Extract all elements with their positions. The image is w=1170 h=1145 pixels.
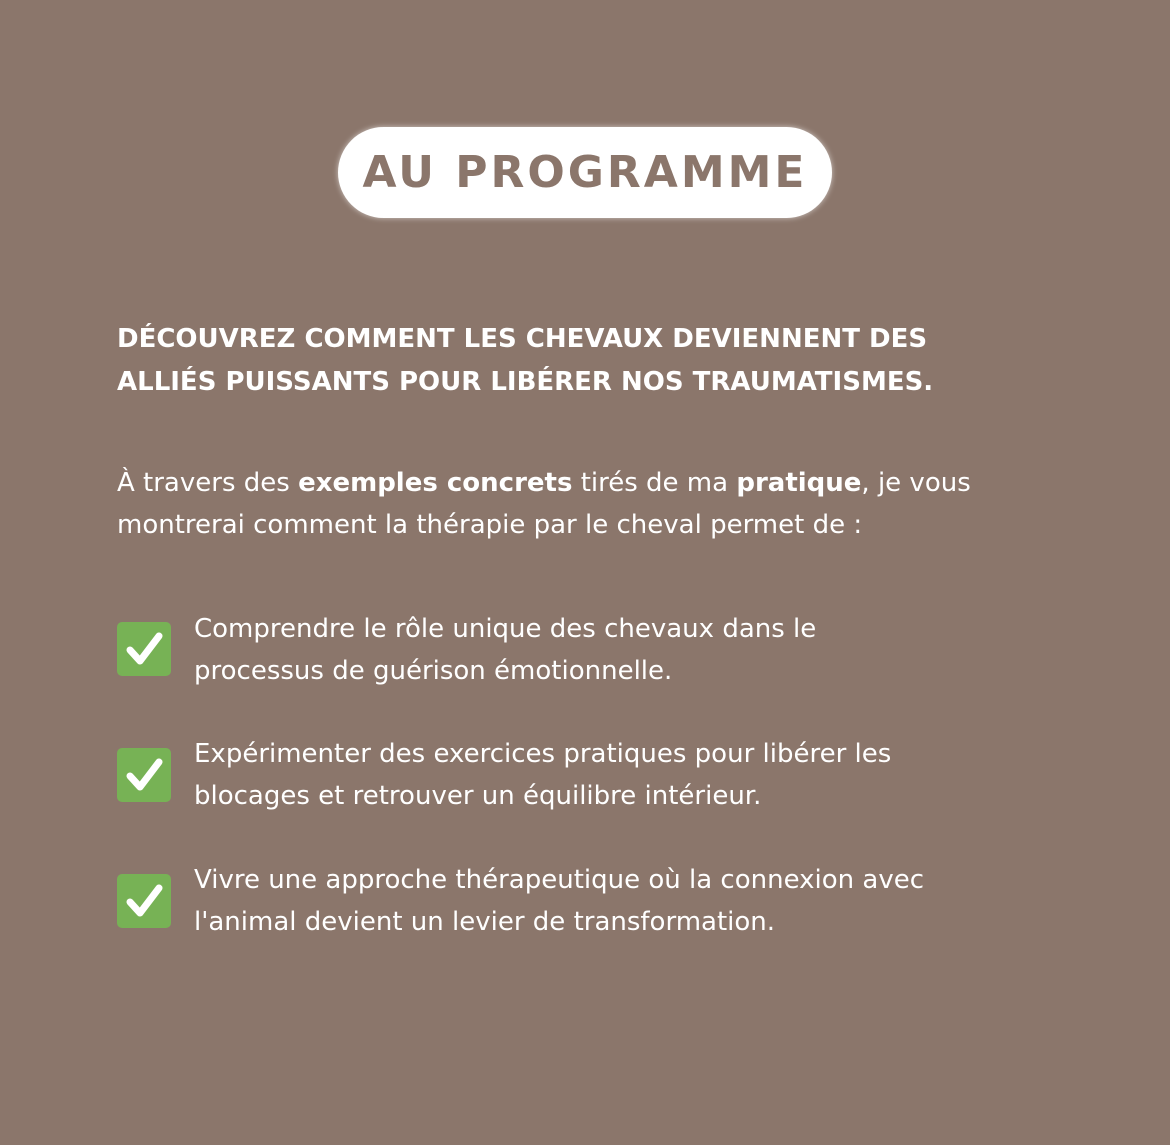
benefit-line-1: Expérimenter des exercices pratiques pour libérer les — [194, 739, 892, 769]
benefit-text — [194, 733, 1074, 817]
list-item — [117, 859, 1077, 949]
benefit-line-1: Comprendre le rôle unique des chevaux dans le — [194, 614, 817, 644]
intro-bold-examples: exemples concrets — [298, 468, 573, 498]
intro-text-3: , je vous — [861, 468, 971, 498]
benefit-text — [194, 608, 1074, 692]
section-badge — [338, 127, 832, 218]
check-mark-button-icon — [117, 622, 171, 676]
list-item — [117, 608, 1077, 698]
benefit-line-2: processus de guérison émotionnelle. — [194, 656, 673, 686]
list-item — [117, 733, 1077, 823]
benefit-line-2: blocages et retrouver un équilibre intérieur. — [194, 781, 762, 811]
intro-paragraph — [117, 462, 1097, 546]
benefit-text — [194, 859, 1074, 943]
intro-text-1: À travers des — [117, 468, 299, 498]
badge-label: AU PROGRAMME — [362, 147, 808, 198]
intro-text-2: tirés de ma — [572, 468, 737, 498]
intro-bold-practice: pratique — [736, 468, 862, 498]
headline-line-2: ALLIÉS PUISSANTS POUR LIBÉRER NOS TRAUMATISMES. — [117, 367, 934, 397]
check-mark-button-icon — [117, 748, 171, 802]
benefit-line-1: Vivre une approche thérapeutique où la connexion avec — [194, 865, 924, 895]
intro-text-4: montrerai comment la thérapie par le cheval permet de : — [117, 510, 863, 540]
benefit-line-2: l'animal devient un levier de transformation. — [194, 907, 776, 937]
headline — [117, 318, 1077, 404]
check-mark-button-icon — [117, 874, 171, 928]
headline-line-1: DÉCOUVREZ COMMENT LES CHEVAUX DEVIENNENT DES — [117, 324, 928, 354]
